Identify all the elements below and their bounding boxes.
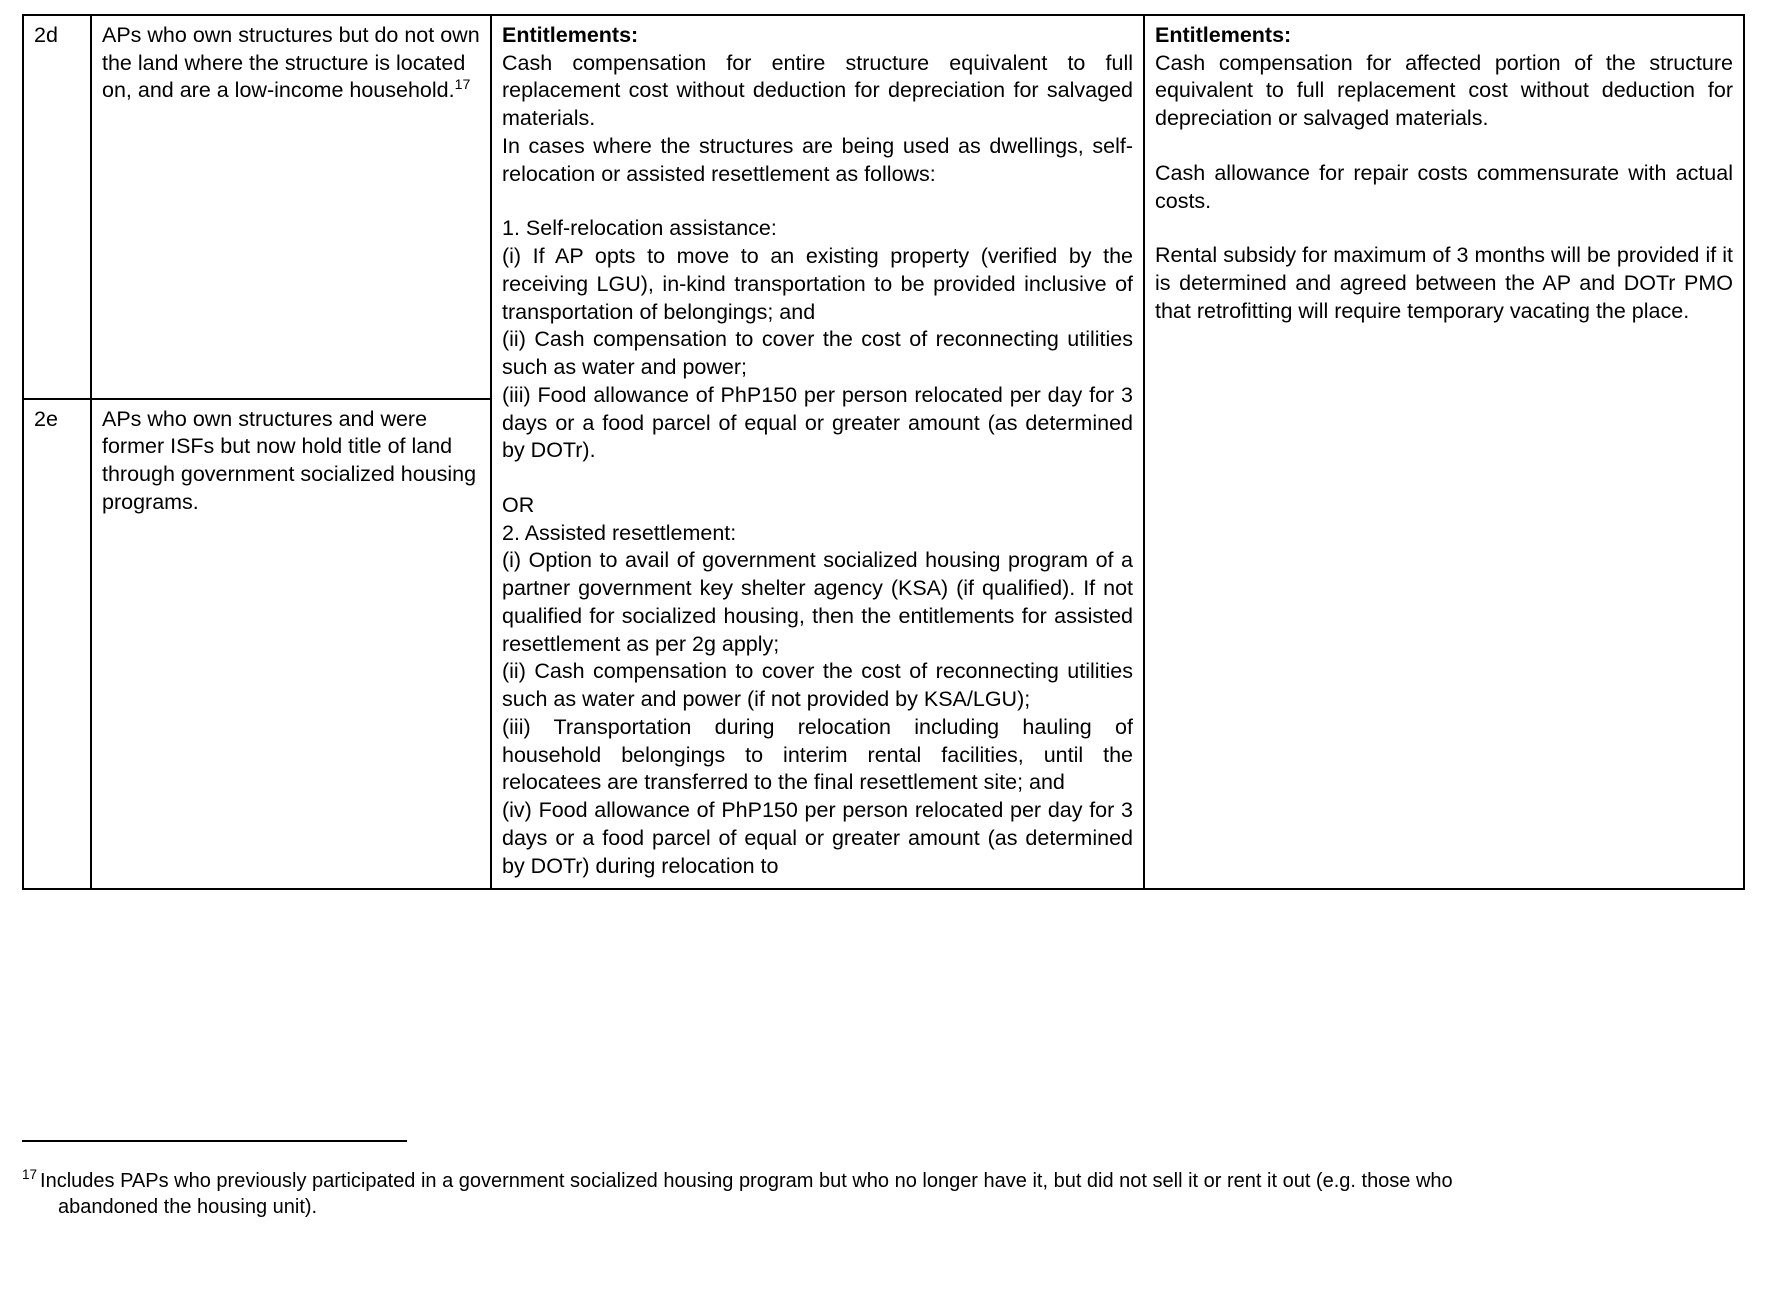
table-row xyxy=(23,15,1744,399)
entitlement-matrix-table xyxy=(22,14,1745,890)
entitlements-1-para-11: (ii) Cash compensation to cover the cost of reconnecting utilities such as water and power (if not provided by KSA/LGU); xyxy=(502,659,1133,712)
entitlements-column-2 xyxy=(1144,15,1744,889)
spacer xyxy=(1155,133,1733,160)
footnote-marker-17: 17 xyxy=(454,77,471,94)
row-description-2e-text: APs who own structures and were former ISFs but now hold title of land through government socialized housing programs. xyxy=(102,406,477,514)
entitlements-1-para-10: (i) Option to avail of government socialized housing program of a partner government key shelter agency (KSA) (if qualified). If not qualified for socialized housing, then the entitlements for assisted resettlement as per 2g apply; xyxy=(502,548,1133,656)
footnote-line-1: Includes PAPs who previously participated in a government socialized housing program but who no longer have it, but did not sell it or rent it out (e.g. those who xyxy=(40,1170,1453,1192)
entitlements-1-para-3: 1. Self-relocation assistance: xyxy=(502,216,777,241)
spacer xyxy=(502,188,1133,215)
footnote-line-2: abandoned the housing unit). xyxy=(58,1196,318,1219)
footnote-17 xyxy=(22,1168,1743,1221)
entitlements-column-1 xyxy=(491,15,1144,889)
spacer xyxy=(502,465,1133,492)
row-id-2e: 2e xyxy=(23,399,91,890)
row-description-2e xyxy=(91,399,491,890)
row-description-2d-text: APs who own structures but do not own the land where the structure is located on, and are a low-income household. xyxy=(102,23,480,103)
entitlements-1-para-0: Cash compensation for entire structure equivalent to full replacement cost without deduction for depreciation for salvaged materials. xyxy=(502,50,1133,131)
spacer xyxy=(1155,215,1733,242)
entitlements-heading-2: Entitlements: xyxy=(1155,23,1292,47)
entitlements-heading-1: Entitlements: xyxy=(502,23,639,47)
entitlements-1-para-12: (iii) Transportation during relocation including hauling of household belongings to interim rental facilities, until the relocatees are transferred to the final resettlement site; and xyxy=(502,714,1133,795)
entitlements-1-para-5: (ii) Cash compensation to cover the cost of reconnecting utilities such as water and power; xyxy=(502,327,1133,380)
entitlements-2-para-4: Rental subsidy for maximum of 3 months will be provided if it is determined and agreed between the AP and DOTr PMO that retrofitting will require temporary vacating the place. xyxy=(1155,243,1733,323)
row-description-2d xyxy=(91,15,491,399)
entitlements-2-para-2: Cash allowance for repair costs commensurate with actual costs. xyxy=(1155,160,1733,213)
entitlements-1-para-1: In cases where the structures are being used as dwellings, self-relocation or assisted resettlement as follows: xyxy=(502,133,1133,186)
entitlements-1-para-6: (iii) Food allowance of PhP150 per person relocated per day for 3 days or a food parcel of equal or greater amount (as determined by DOTr). xyxy=(502,382,1133,463)
footnote-separator-rule xyxy=(22,1140,407,1142)
entitlements-2-para-0: Cash compensation for affected portion of the structure equivalent to full replacement cost without deduction for depreciation or salvaged materials. xyxy=(1155,50,1733,131)
footnote-section xyxy=(22,1140,1743,1221)
entitlements-1-para-13: (iv) Food allowance of PhP150 per person relocated per day for 3 days or a food parcel of equal or greater amount (as determined by DOTr) during relocation to xyxy=(502,798,1133,878)
row-id-2d: 2d xyxy=(23,15,91,399)
entitlements-1-para-9: 2. Assisted resettlement: xyxy=(502,520,737,545)
entitlements-1-para-8: OR xyxy=(502,493,535,518)
entitlements-1-para-4: (i) If AP opts to move to an existing property (verified by the receiving LGU), in-kind transportation to be provided inclusive of transportation of belongings; and xyxy=(502,244,1133,324)
footnote-number: 17 xyxy=(22,1167,38,1183)
